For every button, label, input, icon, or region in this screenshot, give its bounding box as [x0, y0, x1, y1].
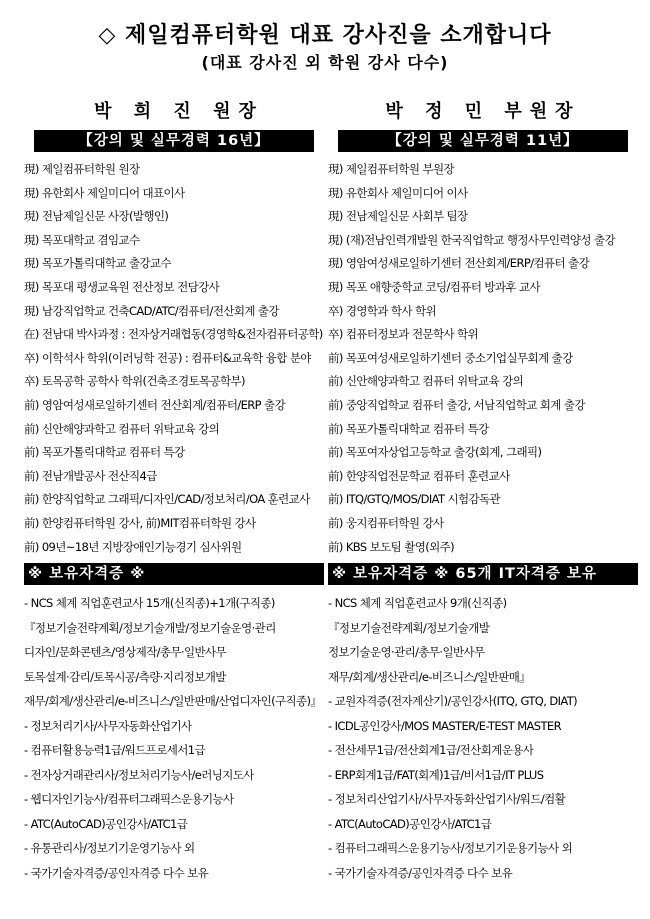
cert-item: - 유통관리사/정보기기운영기능사 외: [24, 841, 195, 856]
cert-item: - 국가기술자격증/공인자격증 다수 보유: [24, 865, 209, 880]
career-item: 現) 영암여성새로일하기센터 전산회계/ERP/컴퓨터 출강: [328, 256, 590, 271]
career-item: 前) 신안해양과학고 컴퓨터 위탁교육 강의: [328, 374, 524, 389]
career-item: 前) 한양직업전문학교 컴퓨터 훈련교사: [328, 468, 510, 483]
cert-item: - NCS 체계 직업훈련교사 15개(신직종)+1개(구직종): [24, 596, 275, 611]
cert-item: 디자인/문화콘텐츠/영상제작/총무·일반사무: [24, 645, 227, 660]
cert-item: - 전산세무1급/전산회계1급/전산회계운용사: [328, 743, 534, 758]
career-item: 前) 신안해양과학고 컴퓨터 위탁교육 강의: [24, 421, 220, 436]
cert-item: 토목설계·감리/토목시공/측량·지리정보개발: [24, 669, 226, 684]
instructor-name: 박 정 민 부원장: [385, 101, 581, 122]
career-heading: 【강의 및 실무경력 11년】: [338, 130, 628, 152]
cert-item: - 컴퓨터활용능력1급/워드프로세서1급: [24, 743, 205, 758]
career-item: 卒) 토목공학 공학사 학위(건축조경토목공학부): [24, 374, 245, 389]
career-item: 在) 전남대 박사과정 : 전자상거래협동(경영학&전자컴퓨터공학): [24, 327, 323, 342]
cert-item: 재무/회계/생산관리/e-비즈니스/일반판매/산업디자인(구직종)』: [24, 694, 322, 709]
career-item: 前) KBS 보도팀 촬영(외주): [328, 539, 455, 554]
career-item: 現) 목포대 평생교육원 전산정보 전담강사: [24, 279, 220, 294]
cert-item: - 교원자격증(전자계산기)/공인강사(ITQ, GTQ, DIAT): [328, 694, 578, 709]
career-item: 現) 유한회사 제일미디어 이사: [328, 185, 468, 200]
cert-item: 『정보기술전략계획/정보기술개발: [328, 620, 490, 635]
career-item: 前) 목포여자상업고등학교 출강(회계, 그래픽): [328, 445, 542, 460]
cert-item: 정보기술운영·관리/총무·일반사무: [328, 645, 485, 660]
career-item: 卒) 경영학과 학사 학위: [328, 303, 437, 318]
career-item: 現) 유한회사 제일미디어 대표이사: [24, 185, 185, 200]
cert-item: - ICDL공인강사/MOS MASTER/E-TEST MASTER: [328, 718, 561, 733]
career-item: 前) 목포여성새로일하기센터 중소기업실무회계 출강: [328, 350, 573, 365]
career-item: 前) 한양직업학교 그래픽/디자인/CAD/정보처리/OA 훈련교사: [24, 492, 310, 507]
cert-item: - NCS 체계 직업훈련교사 9개(신직종): [328, 596, 507, 611]
cert-item: - 정보처리기사/사무자동화산업기사: [24, 718, 192, 733]
right-instructor-column: [328, 98, 638, 885]
page-subtitle: (대표 강사진 외 학원 강사 다수): [201, 53, 449, 72]
career-list: [24, 158, 324, 559]
page-title: ◇ 제일컴퓨터학원 대표 강사진을 소개합니다: [98, 23, 552, 48]
cert-item: - ATC(AutoCAD)공인강사/ATC1급: [328, 816, 492, 831]
career-item: 現) 목포 애향중학교 코딩/컴퓨터 방과후 교사: [328, 279, 540, 294]
career-item: 現) 제일컴퓨터학원 부원장: [328, 162, 454, 176]
cert-item: 『정보기술전략계획/정보기술개발/정보기술운영·관리: [24, 620, 276, 635]
instructor-name: 박 희 진 원장: [94, 101, 264, 122]
cert-list: [24, 591, 324, 885]
cert-item: - 정보처리산업기사/사무자동화산업기사/워드/컴활: [328, 792, 566, 807]
career-item: 現) 목포가톨릭대학교 출강교수: [24, 256, 172, 271]
cert-item: 재무/회계/생산관리/e-비즈니스/일반판매』: [328, 669, 531, 684]
cert-item: - 웹디자인기능사/컴퓨터그래픽스운용기능사: [24, 792, 234, 807]
career-item: 前) ITQ/GTQ/MOS/DIAT 시험감독관: [328, 492, 501, 507]
career-item: 前) 웅지컴퓨터학원 강사: [328, 515, 444, 530]
career-item: 現) (재)전남인력개발원 한국직업학교 행정사무인력양성 출강: [328, 232, 615, 247]
cert-item: - 컴퓨터그래픽스운용기능사/정보기기운용기능사 외: [328, 841, 573, 856]
cert-heading: ※ 보유자격증 ※: [24, 563, 324, 585]
cert-item: - 국가기술자격증/공인자격증 다수 보유: [328, 865, 513, 880]
career-list: [328, 158, 638, 559]
career-heading: 【강의 및 실무경력 16년】: [34, 130, 314, 152]
career-item: 現) 전남제일신문 사회부 팀장: [328, 209, 468, 224]
career-item: 前) 한양컴퓨터학원 강사, 前)MIT컴퓨터학원 강사: [24, 515, 256, 530]
career-item: 前) 목포가톨릭대학교 컴퓨터 특강: [24, 445, 185, 460]
career-item: 前) 09년~18년 지방장애인기능경기 심사위원: [24, 539, 242, 554]
cert-heading: ※ 보유자격증 ※ 65개 IT자격증 보유: [328, 563, 638, 585]
cert-item: - ATC(AutoCAD)공인강사/ATC1급: [24, 816, 188, 831]
left-instructor-column: [24, 98, 324, 885]
cert-item: - 전자상거래관리사/정보처리기능사/e러닝지도사: [24, 767, 254, 782]
career-item: 現) 목포대학교 겸임교수: [24, 232, 140, 247]
cert-list: [328, 591, 638, 885]
career-item: 現) 남강직업학교 건축CAD/ATC/컴퓨터/전산회계 출강: [24, 303, 279, 318]
cert-item: - ERP회계1급/FAT(회계)1급/비서1급/IT PLUS: [328, 767, 544, 782]
career-item: 前) 전남개발공사 전산직4급: [24, 468, 157, 483]
career-item: 現) 전남제일신문 사장(발행인): [24, 209, 169, 224]
career-item: 前) 중앙직업학교 컴퓨터 출강, 서남직업학교 회계 출강: [328, 397, 585, 412]
career-item: 前) 영암여성새로일하기센터 전산회계/컴퓨터/ERP 출강: [24, 397, 286, 412]
career-item: 卒) 컴퓨터정보과 전문학사 학위: [328, 327, 479, 342]
career-item: 前) 목포가톨릭대학교 컴퓨터 특강: [328, 421, 489, 436]
career-item: 現) 제일컴퓨터학원 원장: [24, 162, 140, 176]
career-item: 卒) 이학석사 학위(이러닝학 전공) : 컴퓨터&교육학 융합 분야: [24, 350, 311, 365]
